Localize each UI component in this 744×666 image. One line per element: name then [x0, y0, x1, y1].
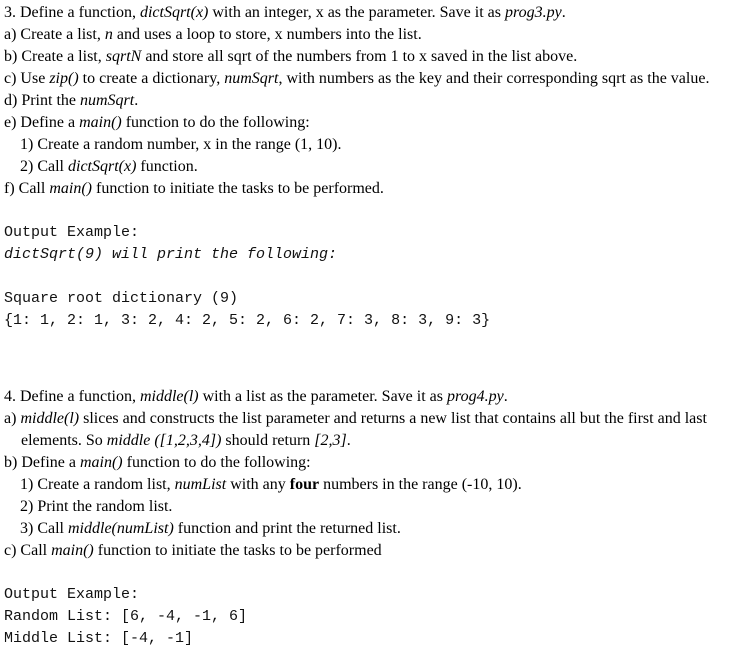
- q3-item-e1: 1) Create a random number, x in the range (1, 10).: [20, 136, 342, 153]
- q4-item-c: c) Call main() function to initiate the tasks to be performed: [4, 542, 382, 559]
- q4-item-b3: 3) Call middle(numList) function and print the returned list.: [20, 520, 401, 537]
- q4-item-b: b) Define a main() function to do the following:: [4, 454, 311, 471]
- spacer: [4, 354, 742, 376]
- q3-item-e: e) Define a main() function to do the following:: [4, 114, 310, 131]
- q3-output-call: dictSqrt(9) will print the following:: [4, 246, 338, 263]
- q3-output-line1: Square root dictionary (9): [4, 290, 239, 307]
- q3-item-b: b) Create a list, sqrtN and store all sqrt of the numbers from 1 to x saved in the list above.: [4, 48, 578, 65]
- q3-item-c: c) Use zip() to create a dictionary, numSqrt, with numbers as the key and their corresponding sqrt as the value.: [4, 70, 710, 87]
- q3-item-d: d) Print the numSqrt.: [4, 92, 139, 109]
- q3-title: 3. Define a function, dictSqrt(x) with an integer, x as the parameter. Save it as prog3.py.: [4, 4, 566, 21]
- q4-item-a-line1: a) middle(l) slices and constructs the list parameter and returns a new list that contains all but the first and last: [4, 410, 707, 427]
- q4-item-a-line2: elements. So middle ([1,2,3,4]) should return [2,3].: [21, 432, 351, 449]
- q3-item-f: f) Call main() function to initiate the tasks to be performed.: [4, 180, 384, 197]
- q3-item-a: a) Create a list, n and uses a loop to store, x numbers into the list.: [4, 26, 422, 43]
- q4-output-line1: Random List: [6, -4, -1, 6]: [4, 608, 248, 625]
- spacer: [4, 562, 742, 584]
- spacer: [4, 332, 742, 354]
- spacer: [4, 376, 742, 386]
- spacer: [4, 200, 742, 222]
- q3-item-e2: 2) Call dictSqrt(x) function.: [20, 158, 198, 175]
- spacer: [4, 266, 742, 288]
- q4-item-b1: 1) Create a random list, numList with any four numbers in the range (-10, 10).: [20, 476, 522, 493]
- document: [4, 2, 742, 650]
- q4-output-label: Output Example:: [4, 586, 140, 603]
- q4-item-b2: 2) Print the random list.: [20, 498, 173, 515]
- q3-output-line2: {1: 1, 2: 1, 3: 2, 4: 2, 5: 2, 6: 2, 7: 3, 8: 3, 9: 3}: [4, 312, 491, 329]
- q4-title: 4. Define a function, middle(l) with a list as the parameter. Save it as prog4.py.: [4, 388, 508, 405]
- q4-output-line2: Middle List: [-4, -1]: [4, 630, 194, 647]
- q3-output-label: Output Example:: [4, 224, 140, 241]
